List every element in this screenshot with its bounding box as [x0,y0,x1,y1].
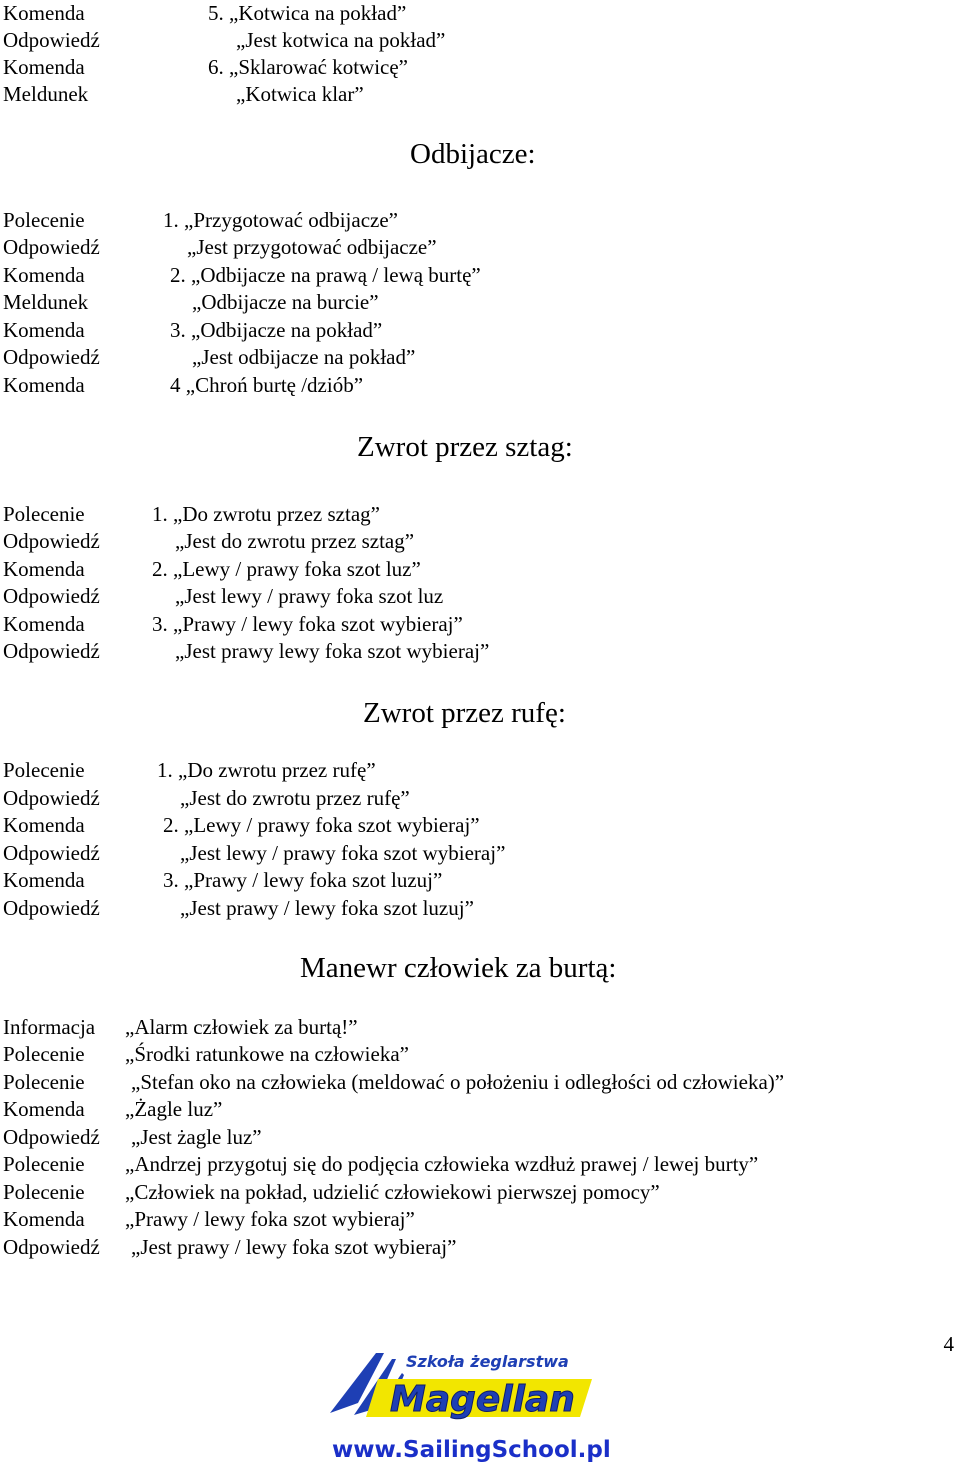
logo-wordmark: Magellan [390,1379,575,1420]
role-label: Komenda [3,1097,85,1121]
command-text: 3. „Prawy / lewy foka szot luzuj” [163,868,443,892]
command-text: „Jest prawy lewy foka szot wybieraj” [175,639,490,663]
command-text: 1. „Przygotować odbijacze” [163,208,398,232]
command-line [0,207,960,234]
page-number: 4 [943,1332,954,1356]
command-text: „Jest lewy / prawy foka szot luz [175,584,444,608]
role-label: Komenda [3,557,85,581]
role-label: Polecenie [3,1152,85,1176]
role-label: Odpowiedź [3,1125,100,1149]
command-text: „Żagle luz” [125,1097,223,1121]
role-label: Polecenie [3,1070,85,1094]
command-line [0,372,960,399]
role-label: Polecenie [3,758,85,782]
command-line [0,556,960,583]
command-text: „Człowiek na pokład, udzielić człowiekowi pierwszej pomocy” [125,1180,660,1204]
role-label: Polecenie [3,502,85,526]
role-label: Komenda [3,1,85,25]
command-line [0,528,960,555]
command-text: „Jest lewy / prawy foka szot wybieraj” [180,841,506,865]
logo-school-text: Szkoła żeglarstwa [406,1352,569,1371]
command-line [0,611,960,638]
command-line [0,638,960,665]
logo-url: www.SailingSchool.pl [332,1437,611,1463]
command-line [0,840,960,867]
command-line [0,1151,960,1178]
role-label: Odpowiedź [3,1235,100,1259]
role-label: Polecenie [3,208,85,232]
section-heading-tack: Zwrot przez sztag: [357,431,573,463]
command-line [0,785,960,812]
command-text: „Alarm człowiek za burtą!” [125,1015,358,1039]
command-text: 3. „Odbijacze na pokład” [170,318,383,342]
command-line [0,1069,960,1096]
command-line [0,289,960,316]
role-label: Meldunek [3,82,89,106]
command-text: 2. „Lewy / prawy foka szot luz” [152,557,421,581]
role-label: Odpowiedź [3,529,100,553]
command-line [0,1096,960,1123]
command-line [0,1124,960,1151]
command-text: „Jest do zwrotu przez sztag” [175,529,415,553]
command-line [0,0,960,27]
command-line [0,1234,960,1261]
command-text: 3. „Prawy / lewy foka szot wybieraj” [152,612,463,636]
command-line [0,344,960,371]
role-label: Informacja [3,1015,96,1039]
role-label: Komenda [3,1207,85,1231]
command-text: „Odbijacze na burcie” [192,290,379,314]
section-heading-fenders: Odbijacze: [410,138,536,170]
role-label: Komenda [3,813,85,837]
role-label: Komenda [3,868,85,892]
command-text: „Jest kotwica na pokład” [236,28,446,52]
command-line [0,812,960,839]
command-text: „Jest przygotować odbijacze” [187,235,437,259]
command-text: „Jest prawy / lewy foka szot luzuj” [180,896,474,920]
command-text: 2. „Lewy / prawy foka szot wybieraj” [163,813,480,837]
role-label: Komenda [3,318,85,342]
role-label: Polecenie [3,1042,85,1066]
role-label: Odpowiedź [3,235,100,259]
command-line [0,262,960,289]
role-label: Odpowiedź [3,786,100,810]
command-text: 2. „Odbijacze na prawą / lewą burtę” [170,263,481,287]
command-line [0,54,960,81]
command-line [0,895,960,922]
command-text: „Jest do zwrotu przez rufę” [180,786,410,810]
command-text: „Andrzej przygotuj się do podjęcia człowieka wzdłuż prawej / lewej burty” [125,1152,759,1176]
command-line [0,1179,960,1206]
command-text: „Jest prawy / lewy foka szot wybieraj” [131,1235,457,1259]
role-label: Polecenie [3,1180,85,1204]
role-label: Meldunek [3,290,89,314]
command-text: „Stefan oko na człowieka (meldować o położeniu i odległości od człowieka)” [131,1070,785,1094]
command-text: „Kotwica klar” [236,82,364,106]
command-line [0,867,960,894]
command-text: „Jest żagle luz” [131,1125,262,1149]
school-logo [330,1345,630,1463]
command-text: 6. „Sklarować kotwicę” [208,55,409,79]
command-line [0,27,960,54]
command-line [0,317,960,344]
role-label: Komenda [3,612,85,636]
command-text: 4 „Chroń burtę /dziób” [170,373,364,397]
role-label: Komenda [3,263,85,287]
command-text: „Środki ratunkowe na człowieka” [125,1042,409,1066]
role-label: Odpowiedź [3,841,100,865]
command-text: „Jest odbijacze na pokład” [192,345,416,369]
command-line [0,234,960,261]
command-text: 1. „Do zwrotu przez sztag” [152,502,380,526]
logo-graphic [330,1345,630,1463]
role-label: Komenda [3,373,85,397]
command-line [0,1206,960,1233]
command-line [0,1014,960,1041]
role-label: Odpowiedź [3,345,100,369]
command-line [0,501,960,528]
command-text: 5. „Kotwica na pokład” [208,1,407,25]
role-label: Odpowiedź [3,896,100,920]
command-line [0,583,960,610]
command-line [0,757,960,784]
command-text: 1. „Do zwrotu przez rufę” [157,758,376,782]
section-heading-jibe: Zwrot przez rufę: [363,697,566,729]
role-label: Odpowiedź [3,28,100,52]
command-text: „Prawy / lewy foka szot wybieraj” [125,1207,415,1231]
role-label: Odpowiedź [3,639,100,663]
role-label: Komenda [3,55,85,79]
command-line [0,81,960,108]
role-label: Odpowiedź [3,584,100,608]
command-line [0,1041,960,1068]
section-heading-man-overboard: Manewr człowiek za burtą: [300,952,617,984]
